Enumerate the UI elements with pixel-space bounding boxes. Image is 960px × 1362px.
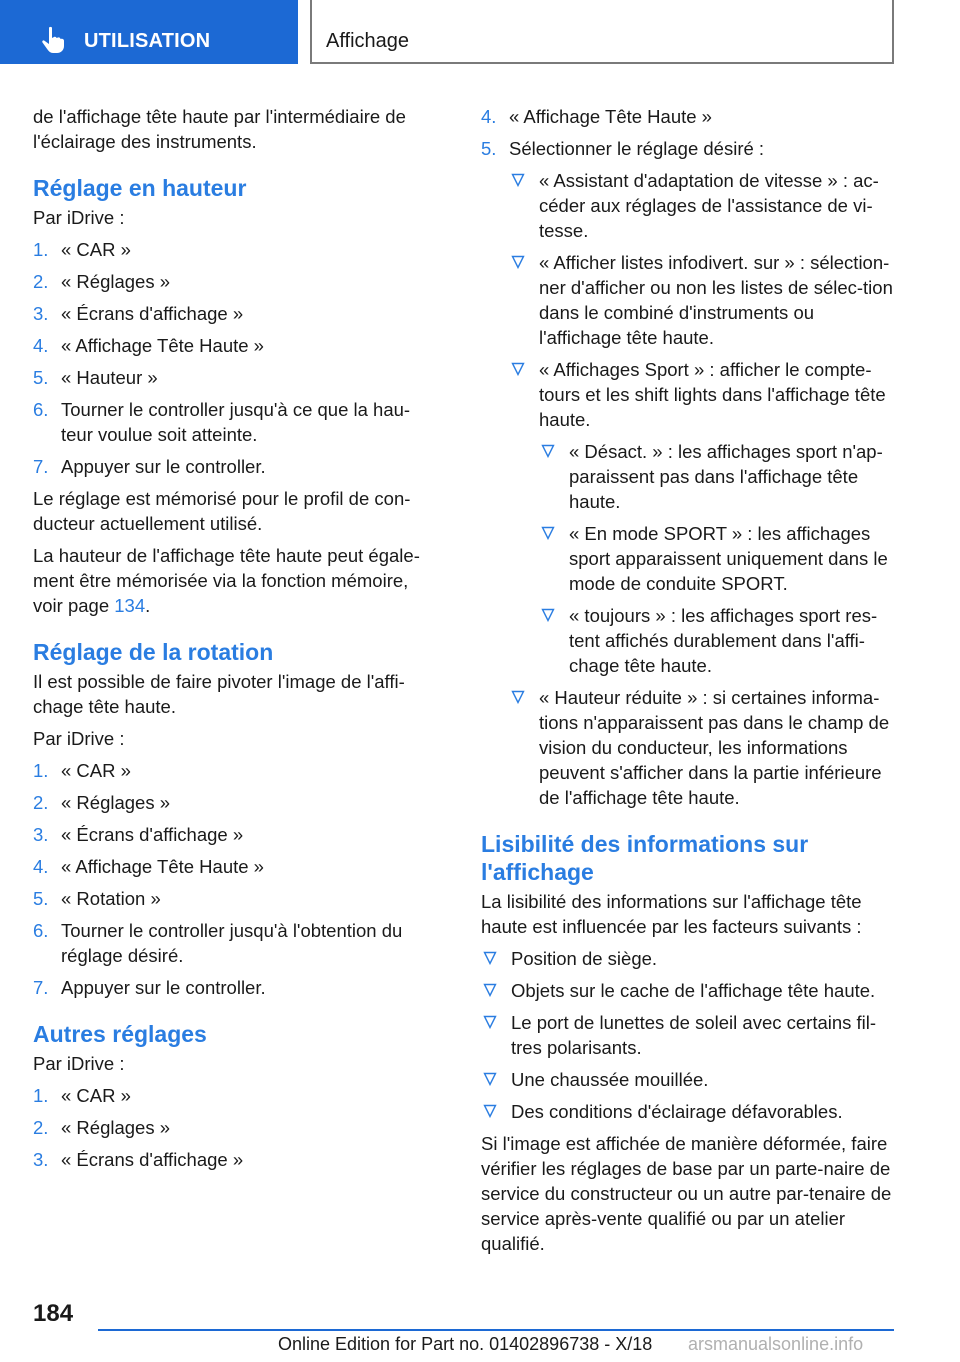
option-text: « toujours » : les affichages sport res-tent affichés durablement dans l'affi-chage tête haute. <box>569 605 878 676</box>
option-text: « Afficher listes infodivert. sur » : sélection-ner d'afficher ou non les listes de sélec-tion dans le combiné d'instruments ou l'affichage tête haute. <box>539 252 893 348</box>
list-item <box>481 978 901 1003</box>
continued-steps <box>481 104 901 161</box>
list-item <box>539 521 901 596</box>
triangle-bullet-icon <box>511 362 525 376</box>
list-item <box>33 301 438 326</box>
left-column <box>33 104 438 1179</box>
memory-function-text: La hauteur de l'affichage tête haute peut égale-ment être mémorisée via la fonction mémoire, voir page <box>33 545 420 616</box>
step-number: 7. <box>33 456 49 477</box>
list-item <box>33 886 438 911</box>
triangle-bullet-icon <box>511 255 525 269</box>
sentence-end: . <box>145 595 151 616</box>
step-number: 3. <box>33 1149 49 1170</box>
step-number: 1. <box>33 1085 49 1106</box>
heading-legibility: Lisibilité des informations sur l'affichage <box>481 831 809 885</box>
factor-text: Le port de lunettes de soleil avec certains fil-tres polarisants. <box>511 1012 877 1058</box>
chapter-tab <box>310 0 894 64</box>
closing-paragraph: Si l'image est affichée de manière déformée, faire vérifier les réglages de base par un parte-naire de service du constructeur ou un autre par-tenaire de service après-vente qualifié ou par un atelier qualifié. <box>481 1133 892 1254</box>
step-text: Tourner le controller jusqu'à ce que la hau-teur voulue soit atteinte. <box>61 399 411 445</box>
step-number: 3. <box>33 303 49 324</box>
step-text: « Réglages » <box>61 1117 171 1138</box>
step-text: Appuyer sur le controller. <box>61 977 266 998</box>
step-text: « Écrans d'affichage » <box>61 824 244 845</box>
memory-paragraph: Le réglage est mémorisé pour le profil de con-ducteur actuellement utilisé. <box>33 488 411 534</box>
step-number: 1. <box>33 239 49 260</box>
idrive-lead: Par iDrive : <box>33 1053 125 1074</box>
list-item <box>509 168 901 243</box>
step-number: 4. <box>481 106 497 127</box>
footer-divider <box>98 1329 894 1331</box>
factor-text: Une chaussée mouillée. <box>511 1069 709 1090</box>
list-item <box>539 603 901 678</box>
factor-text: Position de siège. <box>511 948 658 969</box>
list-item <box>33 822 438 847</box>
step-text: « CAR » <box>61 239 131 260</box>
sport-options <box>539 439 901 678</box>
heading-height: Réglage en hauteur <box>33 175 247 201</box>
memory-function-paragraph <box>33 543 438 618</box>
other-settings-steps <box>33 1083 438 1172</box>
factor-text: Des conditions d'éclairage défavorables. <box>511 1101 843 1122</box>
step-text: Appuyer sur le controller. <box>61 456 266 477</box>
option-text: « Désact. » : les affichages sport n'ap-paraissent pas dans l'affichage tête haute. <box>569 441 883 512</box>
right-column <box>481 104 901 1263</box>
triangle-bullet-icon <box>483 1072 497 1086</box>
step-text: « Réglages » <box>61 792 171 813</box>
step-number: 5. <box>33 367 49 388</box>
option-text: « En mode SPORT » : les affichages sport apparaissent uniquement dans le mode de conduite SPORT. <box>569 523 888 594</box>
list-item <box>481 946 901 971</box>
step-number: 5. <box>33 888 49 909</box>
list-item <box>481 1099 901 1124</box>
step-text: Sélectionner le réglage désiré : <box>509 138 765 159</box>
step-number: 2. <box>33 271 49 292</box>
list-item <box>481 136 901 161</box>
step-number: 4. <box>33 856 49 877</box>
step-text: « CAR » <box>61 1085 131 1106</box>
option-text: « Hauteur réduite » : si certaines informa-tions n'apparaissent pas dans le champ de vision du conducteur, les informations peuvent s'afficher dans la partie inférieure de l'affichage tête haute. <box>539 687 890 808</box>
list-item <box>33 269 438 294</box>
legibility-description: La lisibilité des informations sur l'affichage tête haute est influencée par les facteurs suivants : <box>481 891 862 937</box>
triangle-bullet-icon <box>483 983 497 997</box>
list-item <box>481 104 901 129</box>
step-text: « Écrans d'affichage » <box>61 303 244 324</box>
list-item <box>33 1147 438 1172</box>
triangle-bullet-icon <box>511 690 525 704</box>
page-reference-link[interactable]: 134 <box>114 595 146 616</box>
list-item <box>481 1067 901 1092</box>
hand-pointer-icon <box>40 26 66 54</box>
list-item <box>33 333 438 358</box>
step-text: « CAR » <box>61 760 131 781</box>
list-item <box>33 1115 438 1140</box>
option-text: « Affichages Sport » : afficher le compte-tours et les shift lights dans l'affichage tête haute. <box>539 359 886 430</box>
list-item <box>509 685 901 810</box>
list-item <box>33 918 438 968</box>
step-number: 6. <box>33 399 49 420</box>
list-item <box>509 250 901 350</box>
list-item <box>33 365 438 390</box>
step-number: 2. <box>33 792 49 813</box>
option-text: « Assistant d'adaptation de vitesse » : ac-céder aux réglages de l'assistance de vi-tesse. <box>539 170 879 241</box>
list-item <box>33 1083 438 1108</box>
list-item <box>33 758 438 783</box>
heading-rotation: Réglage de la rotation <box>33 639 274 665</box>
list-item <box>539 439 901 514</box>
step-number: 7. <box>33 977 49 998</box>
step-number: 5. <box>481 138 497 159</box>
rotation-description: Il est possible de faire pivoter l'image de l'affi-chage tête haute. <box>33 671 405 717</box>
section-tab <box>0 0 298 64</box>
list-item <box>33 790 438 815</box>
triangle-bullet-icon <box>541 444 555 458</box>
triangle-bullet-icon <box>483 1104 497 1118</box>
step-text: « Affichage Tête Haute » <box>61 856 264 877</box>
factor-text: Objets sur le cache de l'affichage tête haute. <box>511 980 876 1001</box>
list-item <box>33 854 438 879</box>
heading-other-settings: Autres réglages <box>33 1021 207 1047</box>
idrive-lead: Par iDrive : <box>33 207 125 228</box>
step-number: 6. <box>33 920 49 941</box>
intro-paragraph: de l'affichage tête haute par l'intermédiaire de l'éclairage des instruments. <box>33 106 406 152</box>
step-text: « Hauteur » <box>61 367 158 388</box>
page-number: 184 <box>33 1300 74 1327</box>
triangle-bullet-icon <box>483 1015 497 1029</box>
list-item <box>33 397 438 447</box>
step-text: Tourner le controller jusqu'à l'obtention du réglage désiré. <box>61 920 403 966</box>
idrive-lead: Par iDrive : <box>33 728 125 749</box>
page-header <box>0 0 960 66</box>
step-text: « Écrans d'affichage » <box>61 1149 244 1170</box>
step-text: « Réglages » <box>61 271 171 292</box>
chapter-title: Affichage <box>326 30 410 52</box>
list-item <box>481 1010 901 1060</box>
step-text: « Affichage Tête Haute » <box>61 335 264 356</box>
rotation-steps <box>33 758 438 1000</box>
list-item <box>33 975 438 1000</box>
triangle-bullet-icon <box>541 526 555 540</box>
height-steps <box>33 237 438 479</box>
step-number: 4. <box>33 335 49 356</box>
setting-options <box>509 168 901 810</box>
triangle-bullet-icon <box>483 951 497 965</box>
legibility-factors <box>481 946 901 1124</box>
list-item <box>509 357 901 678</box>
step-number: 2. <box>33 1117 49 1138</box>
section-label: UTILISATION <box>84 30 211 52</box>
step-number: 3. <box>33 824 49 845</box>
step-text: « Rotation » <box>61 888 161 909</box>
triangle-bullet-icon <box>511 173 525 187</box>
edition-text: Online Edition for Part no. 01402896738 - X/18 <box>278 1334 653 1354</box>
watermark: arsmanualsonline.info <box>688 1334 864 1354</box>
list-item <box>33 237 438 262</box>
step-text: « Affichage Tête Haute » <box>509 106 712 127</box>
step-number: 1. <box>33 760 49 781</box>
list-item <box>33 454 438 479</box>
triangle-bullet-icon <box>541 608 555 622</box>
